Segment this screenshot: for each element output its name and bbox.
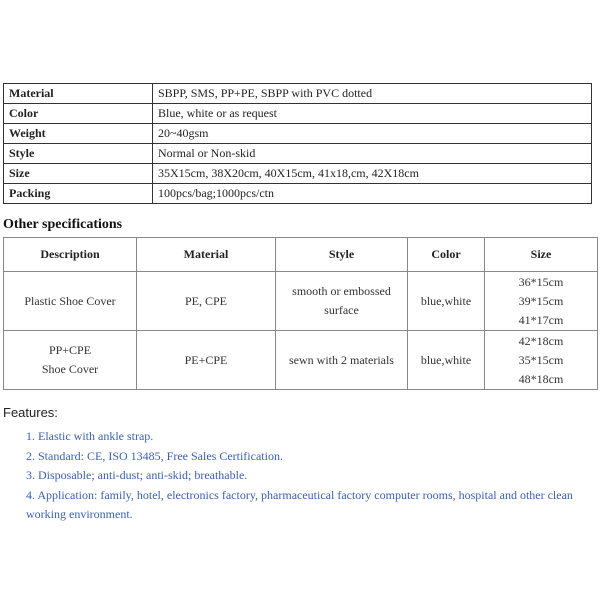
header-description: Description — [4, 238, 137, 272]
spec-value: SBPP, SMS, PP+PE, SBPP with PVC dotted — [153, 84, 592, 104]
spec-row — [4, 184, 592, 204]
spec-row — [4, 104, 592, 124]
spec-row — [4, 144, 592, 164]
spec-value: 100pcs/bag;1000pcs/ctn — [153, 184, 592, 204]
spec-table — [3, 83, 592, 204]
header-material: Material — [137, 238, 276, 272]
spec-key: Packing — [4, 184, 153, 204]
style-line: surface — [324, 303, 359, 317]
spec-key: Color — [4, 104, 153, 124]
size-line: 35*15cm — [518, 352, 564, 367]
feature-item: 4. Application: family, hotel, electronics factory, pharmaceutical factory computer rooms, hospital and other clean working environment. — [26, 487, 573, 521]
other-specifications-heading: Other specifications — [3, 217, 123, 232]
feature-item: 1. Elastic with ankle strap. — [26, 429, 154, 443]
header-style: Style — [276, 238, 408, 272]
spec-key: Style — [4, 144, 153, 164]
cell-description — [4, 331, 137, 390]
size-line: 36*15cm — [518, 274, 564, 289]
table-row — [4, 331, 598, 390]
spec-key: Size — [4, 164, 153, 184]
cell-material: PE+CPE — [137, 331, 276, 390]
cell-size — [485, 331, 598, 390]
cell-style — [276, 331, 408, 390]
spec-row — [4, 84, 592, 104]
size-line: 39*15cm — [518, 293, 564, 308]
description-line: Plastic Shoe Cover — [24, 293, 116, 308]
feature-item: 3. Disposable; anti-dust; anti-skid; breathable. — [26, 468, 248, 482]
header-color: Color — [408, 238, 485, 272]
spec-key: Weight — [4, 124, 153, 144]
spec-row — [4, 124, 592, 144]
header-size: Size — [485, 238, 598, 272]
cell-color: blue,white — [408, 331, 485, 390]
feature-item: 2. Standard: CE, ISO 13485, Free Sales Certification. — [26, 448, 283, 463]
spec-value: Normal or Non-skid — [153, 144, 592, 164]
spec-value: 20~40gsm — [153, 124, 592, 144]
size-line: 48*18cm — [518, 371, 564, 386]
spec-value: 35X15cm, 38X20cm, 40X15cm, 41x18,cm, 42X18cm — [153, 164, 592, 184]
features-heading: Features: — [3, 405, 58, 420]
cell-style — [276, 272, 408, 331]
description-line: PP+CPE — [48, 343, 92, 357]
features-list — [26, 427, 586, 525]
spec-row — [4, 164, 592, 184]
other-specifications-table — [3, 237, 598, 390]
table-row — [4, 272, 598, 331]
spec-key: Material — [4, 84, 153, 104]
style-line: smooth or embossed — [292, 284, 391, 298]
size-line: 41*17cm — [518, 312, 564, 327]
cell-material: PE, CPE — [137, 272, 276, 331]
description-line: Shoe Cover — [41, 362, 99, 376]
table-header-row — [4, 238, 598, 272]
size-line: 42*18cm — [518, 333, 564, 348]
cell-color: blue,white — [408, 272, 485, 331]
cell-description — [4, 272, 137, 331]
spec-value: Blue, white or as request — [153, 104, 592, 124]
cell-size — [485, 272, 598, 331]
style-line: sewn with 2 materials — [289, 352, 394, 367]
